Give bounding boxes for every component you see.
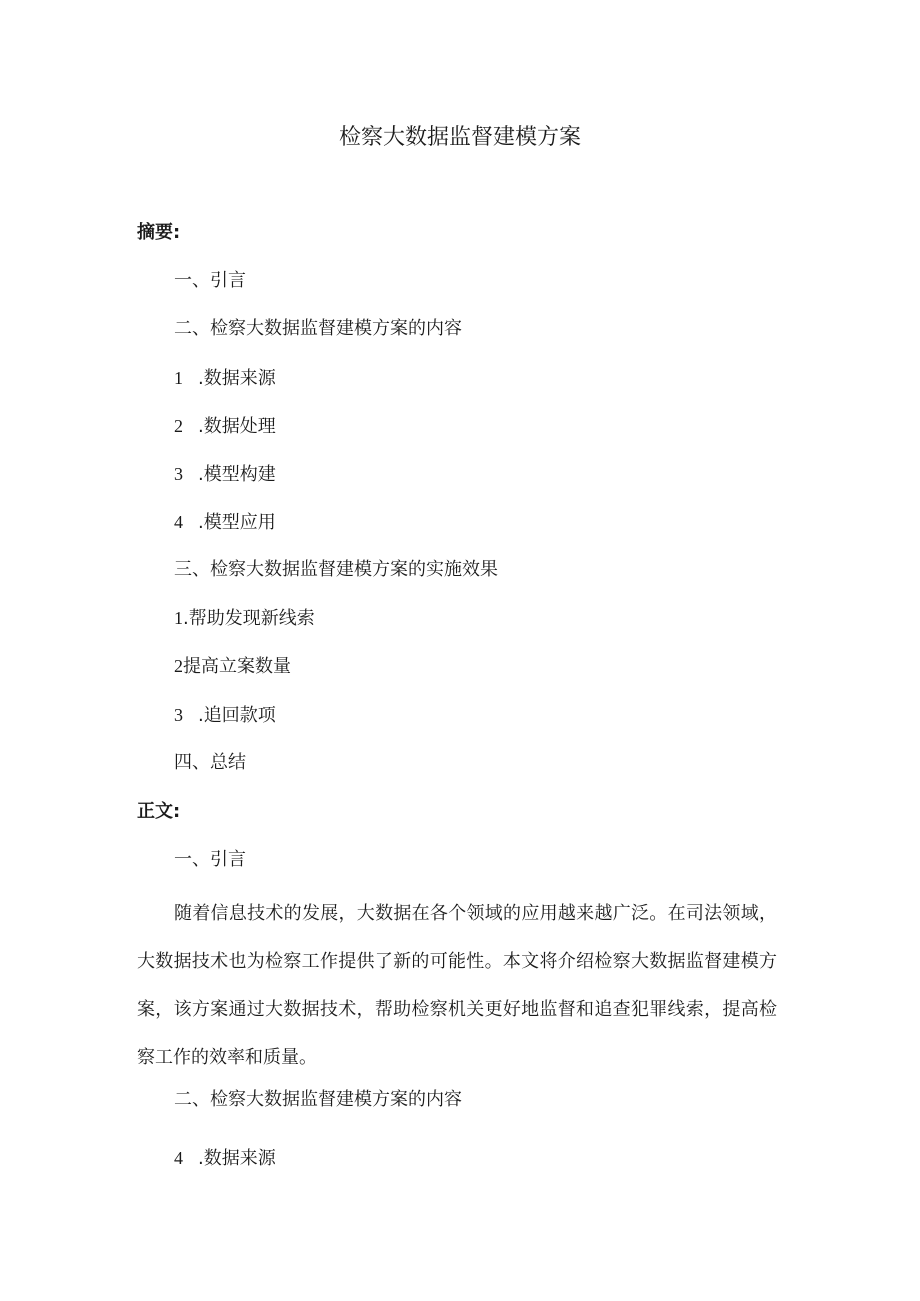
toc-section-4: 四、总结 bbox=[174, 752, 246, 773]
toc-item bbox=[174, 462, 276, 487]
toc-item-text: .模型应用 bbox=[198, 512, 276, 533]
toc-item-text: .模型构建 bbox=[198, 464, 276, 485]
toc-item-number: 1 bbox=[174, 368, 183, 388]
toc-item-number: 2 bbox=[174, 416, 183, 436]
document-title: 检察大数据监督建模方案 bbox=[338, 125, 581, 150]
body-item-number: 4 bbox=[174, 1148, 183, 1168]
toc-item-text: .数据处理 bbox=[198, 416, 276, 437]
toc-item bbox=[174, 654, 291, 679]
toc-item bbox=[174, 703, 276, 728]
toc-section-3: 三、检察大数据监督建模方案的实施效果 bbox=[174, 559, 498, 580]
toc-item-number: 3 bbox=[174, 705, 183, 725]
intro-paragraph: 随着信息技术的发展，大数据在各个领域的应用越来越广泛。在司法领域，大数据技术也为检察工作提供了新的可能性。本文将介绍检察大数据监督建模方案，该方案通过大数据技术，帮助检察机关更好地监督和追查犯罪线索，提高检察工作的效率和质量。 bbox=[137, 903, 777, 1068]
toc-section-1: 一、引言 bbox=[174, 270, 246, 291]
body-section-1-heading: 一、引言 bbox=[174, 849, 246, 870]
toc-item-number: 2 bbox=[174, 656, 183, 676]
toc-item bbox=[174, 366, 276, 391]
toc-item bbox=[174, 606, 315, 631]
body-item-text: .数据来源 bbox=[198, 1148, 276, 1169]
toc-item-text: 提高立案数量 bbox=[183, 656, 291, 677]
body-label: 正文: bbox=[137, 801, 181, 822]
abstract-label: 摘要: bbox=[137, 222, 181, 243]
toc-item-number: 4 bbox=[174, 512, 183, 532]
toc-item-text: .帮助发现新线索 bbox=[183, 608, 315, 629]
toc-item bbox=[174, 414, 276, 439]
toc-item bbox=[174, 510, 276, 535]
body-section-2-heading: 二、检察大数据监督建模方案的内容 bbox=[174, 1089, 462, 1110]
toc-item-number: 3 bbox=[174, 464, 183, 484]
toc-item-number: 1 bbox=[174, 608, 183, 628]
toc-item-text: .数据来源 bbox=[198, 368, 276, 389]
toc-section-2: 二、检察大数据监督建模方案的内容 bbox=[174, 318, 462, 339]
toc-item-text: .追回款项 bbox=[198, 705, 276, 726]
body-item bbox=[174, 1146, 276, 1171]
